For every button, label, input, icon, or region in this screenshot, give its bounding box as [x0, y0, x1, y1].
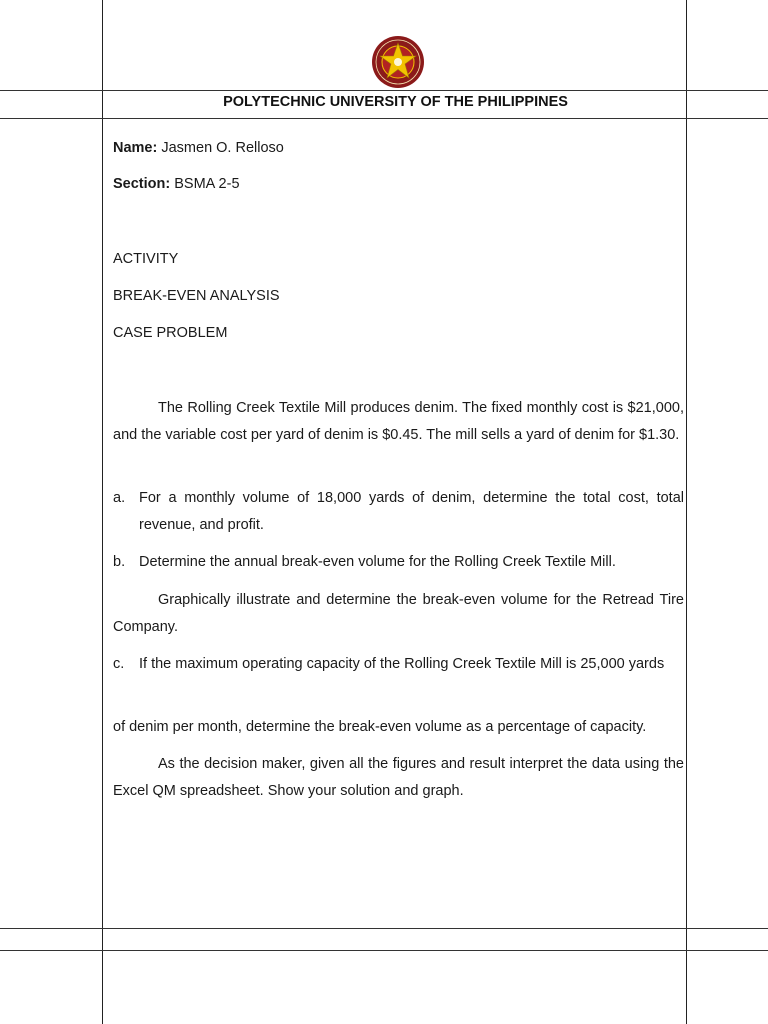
intro-paragraph: The Rolling Creek Textile Mill produces denim. The fixed monthly cost is $21,000, and the variable cost per yard of denim is $0.45. The mill sells a yard of denim for $1.30. — [113, 400, 684, 443]
pup-seal-icon — [365, 34, 431, 90]
section-label: Section: — [113, 176, 171, 192]
list-item-text: For a monthly volume of 18,000 yards of denim, determine the total cost, total revenue, and profit. — [139, 490, 684, 533]
list-item-c — [113, 651, 684, 678]
list-item-a — [113, 485, 684, 538]
list-marker: a. — [113, 490, 126, 506]
list-marker: c. — [113, 656, 125, 672]
list-item-text: If the maximum operating capacity of the Rolling Creek Textile Mill is 25,000 yards — [139, 656, 665, 672]
section-value: BSMA 2-5 — [170, 176, 240, 192]
continuation-paragraph: of denim per month, determine the break-even volume as a percentage of capacity. — [113, 719, 647, 735]
case-problem-title: CASE PROBLEM — [113, 325, 228, 341]
list-marker: b. — [113, 554, 126, 570]
list-item-text: Determine the annual break-even volume for the Rolling Creek Textile Mill. — [139, 554, 616, 570]
university-name: POLYTECHNIC UNIVERSITY OF THE PHILIPPINES — [223, 94, 568, 110]
closing-paragraph: As the decision maker, given all the figures and result interpret the data using the Excel QM spreadsheet. Show your solution and graph. — [113, 756, 684, 799]
topic-title: BREAK-EVEN ANALYSIS — [113, 288, 280, 304]
header-bottom-rule — [0, 118, 768, 119]
right-margin-rule — [686, 0, 687, 1024]
name-value: Jasmen O. Relloso — [157, 140, 284, 156]
student-name-line — [113, 140, 284, 156]
section-line — [113, 176, 240, 192]
footer-top-rule — [0, 928, 768, 929]
list-item-b — [113, 549, 684, 576]
header-top-rule — [0, 90, 768, 91]
graph-paragraph: Graphically illustrate and determine the break-even volume for the Retread Tire Company. — [113, 592, 684, 635]
footer-bottom-rule — [0, 950, 768, 951]
left-margin-rule — [102, 0, 103, 1024]
name-label: Name: — [113, 140, 158, 156]
activity-title: ACTIVITY — [113, 251, 179, 267]
